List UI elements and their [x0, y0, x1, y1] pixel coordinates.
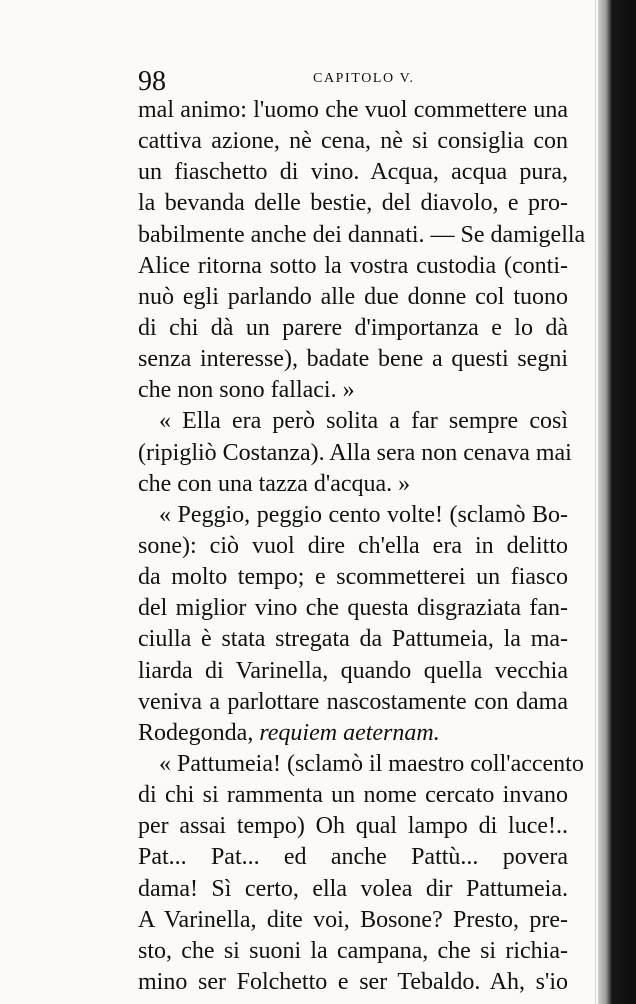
- text-line: di chi si rammenta un nome cercato invano: [138, 782, 568, 809]
- text-line: per assai tempo) Oh qual lampo di luce!..: [138, 813, 568, 840]
- text-line: che con una tazza d'acqua. »: [138, 470, 411, 497]
- text-line: cattiva azione, nè cena, nè si consiglia con: [138, 128, 568, 155]
- body-text: [138, 95, 586, 998]
- text-line: babilmente anche dei dannati. — Se damigella: [138, 221, 586, 248]
- text-line: « Peggio, peggio cento volte! (sclamò Bo-: [159, 501, 568, 528]
- latin-phrase: requiem aeternam.: [259, 719, 440, 746]
- text-line-with-latin: [138, 718, 568, 749]
- text-line: mal animo: l'uomo che vuol commettere una: [138, 97, 568, 123]
- text-line: un fiaschetto di vino. Acqua, acqua pura,: [138, 159, 568, 186]
- text-segment: Rodegonda,: [138, 719, 254, 746]
- text-line: Alice ritorna sotto la vostra custodia (conti-: [138, 252, 568, 279]
- text-line: che non sono fallaci. »: [138, 377, 355, 404]
- text-line: (ripigliò Costanza). Alla sera non cenava mai: [138, 439, 572, 466]
- text-line: mino ser Folchetto e ser Tebaldo. Ah, s'io: [138, 968, 568, 995]
- text-line: dama! Sì certo, ella volea dir Pattumeia.: [138, 875, 568, 902]
- text-line: veniva a parlottare nascostamente con dama: [138, 688, 568, 715]
- text-line: da molto tempo; e scommetterei un fiasco: [138, 564, 568, 591]
- text-line: « Pattumeia! (sclamò il maestro coll'accento: [159, 750, 584, 777]
- text-line: nuò egli parlando alle due donne col tuono: [138, 283, 568, 310]
- text-line: sone): ciò vuol dire ch'ella era in delitto: [138, 532, 568, 559]
- text-line: ciulla è stata stregata da Pattumeia, la ma-: [138, 626, 568, 653]
- text-line: liarda di Varinella, quando quella vecchia: [138, 657, 568, 684]
- text-line: senza interesse), badate bene a questi segni: [138, 346, 568, 373]
- text-line: la bevanda delle bestie, del diavolo, e pro-: [138, 190, 568, 217]
- page-number: 98: [138, 66, 166, 97]
- text-line: sto, che si suoni la campana, che si richia-: [138, 937, 568, 964]
- chapter-heading: CAPITOLO V.: [313, 71, 415, 86]
- book-spine-shadow: [598, 0, 636, 1004]
- page-header: [138, 65, 568, 99]
- text-line: del miglior vino che questa disgraziata fan-: [138, 595, 568, 622]
- page-edge-line: [595, 0, 596, 1004]
- text-line: Pat... Pat... ed anche Pattù... povera: [138, 844, 568, 871]
- text-line: A Varinella, dite voi, Bosone? Presto, pre-: [138, 906, 568, 933]
- text-line: « Ella era però solita a far sempre così: [159, 408, 568, 435]
- text-line: di chi dà un parere d'importanza e lo dà: [138, 314, 568, 341]
